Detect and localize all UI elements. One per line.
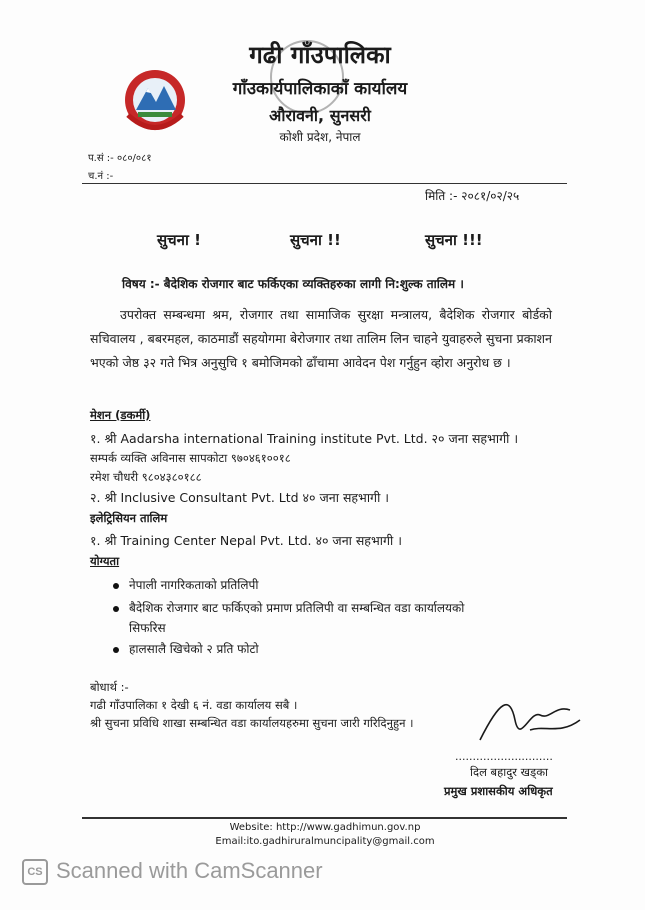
eligibility-item: नेपाली नागरिकताको प्रतिलिपी bbox=[113, 576, 258, 593]
mason-section-title: मेशन (डकर्मी) bbox=[90, 408, 151, 422]
signature bbox=[470, 690, 590, 750]
signatory-dots: ............................ bbox=[455, 750, 553, 763]
office-name: गाँउकार्यपालिकाकाँ कार्यालय bbox=[232, 79, 408, 99]
camscanner-icon: CS bbox=[22, 859, 48, 885]
mason-provider-2: २. श्री Inclusive Consultant Pvt. Ltd ४० जना सहभागी । bbox=[90, 490, 390, 505]
contact-person-2: रमेश चौधरी ९८०४३८०१८८ bbox=[90, 470, 202, 484]
eligibility-item: हालसालै खिचेको २ प्रति फोटो bbox=[113, 640, 259, 657]
signatory-name: दिल बहादुर खड्का bbox=[470, 765, 549, 779]
municipality-logo bbox=[120, 60, 190, 140]
notice-2: सुचना !! bbox=[290, 231, 341, 249]
subject-line: विषय :- बैदेशिक रोजगार बाट फर्किएका व्यक्तिहरुका लागी नि:शुल्क तालिम । bbox=[122, 277, 464, 291]
footer-divider bbox=[82, 817, 567, 819]
dispatch-number: च.नं :- bbox=[88, 171, 114, 182]
cc-line-1: गढी गाँउपालिका १ देखी ६ नं. वडा कार्यालय सबै । bbox=[90, 698, 298, 712]
document-date: मिति :- २०८१/०२/२५ bbox=[425, 189, 520, 203]
cc-title: बोधार्थ :- bbox=[90, 680, 129, 694]
eligibility-item-continued: सिफरिस bbox=[129, 621, 166, 635]
electrician-section-title: इलेट्रिसियन तालिम bbox=[90, 511, 168, 525]
footer-email: Email:ito.gadhiruralmuncipality@gmail.com bbox=[215, 836, 435, 847]
body-paragraph: उपरोक्त सम्बन्धमा श्रम, रोजगार तथा सामाजिक सुरक्षा मन्त्रालय, बैदेशिक रोजगार बोर्डको सचिवालय , बबरमहल, काठमाडौं सहयोगमा बेरोजगार तथा तालिम लिन चाहने युवाहरुले सुचना प्रकाशन भएको जेष्ठ ३२ गते भित्र अनुसुचि १ बमोजिमको ढाँचामा आवेदन पेश गर्नुहुन व्होरा अनुरोध छ । bbox=[90, 307, 552, 370]
signatory-title: प्रमुख प्रशासकीय अधिकृत bbox=[444, 784, 553, 798]
notice-1: सुचना ! bbox=[157, 231, 201, 249]
province-name: कोशी प्रदेश, नेपाल bbox=[279, 130, 361, 144]
notice-3: सुचना !!! bbox=[425, 231, 483, 249]
reference-number: प.सं :- ०८०/०८१ bbox=[88, 153, 152, 164]
eligibility-item: बैदेशिक रोजगार बाट फर्किएको प्रमाण प्रतिलिपी वा सम्बन्धित वडा कार्यालयको bbox=[113, 599, 464, 616]
camscanner-watermark: CS Scanned with CamScanner bbox=[22, 858, 323, 885]
office-location: औरावनी, सुनसरी bbox=[269, 106, 371, 125]
municipality-name: गढी गाँउपालिका bbox=[249, 41, 391, 69]
footer-website: Website: http://www.gadhimun.gov.np bbox=[229, 822, 421, 833]
cc-line-2: श्री सुचना प्रविधि शाखा सम्बन्धित वडा कार्यालयहरुमा सुचना जारी गरिदिनुहुन । bbox=[90, 716, 414, 730]
electrician-provider-1: १. श्री Training Center Nepal Pvt. Ltd. ४० जना सहभागी । bbox=[90, 533, 402, 548]
header-divider bbox=[82, 183, 567, 184]
contact-person-1: सम्पर्क व्यक्ति अविनास सापकोटा ९७०४६१००१८ bbox=[90, 451, 291, 465]
eligibility-title: योग्यता bbox=[90, 554, 120, 568]
mason-provider-1: १. श्री Aadarsha international Training institute Pvt. Ltd. २० जना सहभागी । bbox=[90, 431, 519, 446]
